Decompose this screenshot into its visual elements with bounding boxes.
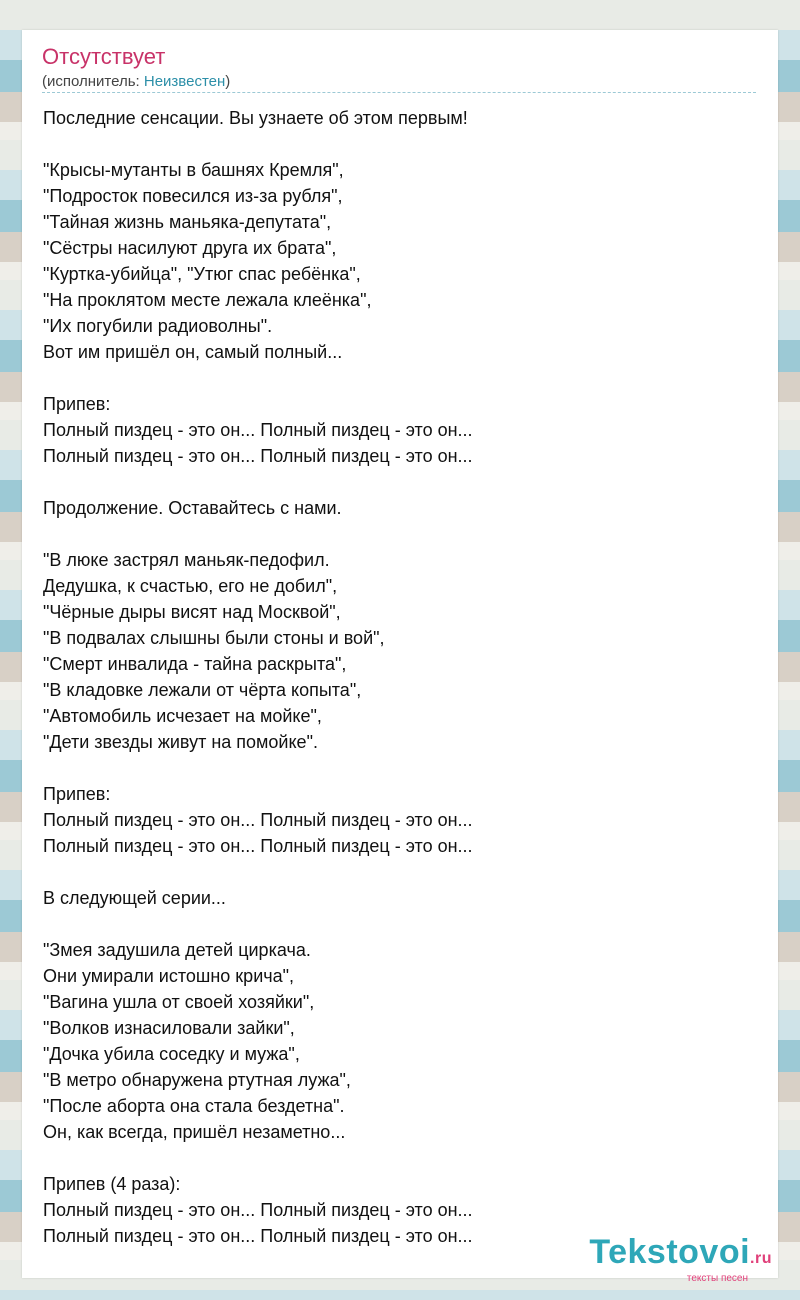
lyrics-blank-line: [43, 469, 763, 495]
performer-line: [42, 72, 230, 92]
lyrics-line: "В кладовке лежали от чёрта копыта",: [43, 680, 362, 700]
lyrics-line: Он, как всегда, пришёл незаметно...: [43, 1122, 346, 1142]
lyrics-line: "Дети звезды живут на помойке".: [43, 732, 318, 752]
lyrics-blank-line: [43, 859, 763, 885]
lyrics-line: "Волков изнасиловали зайки",: [43, 1018, 295, 1038]
dashed-divider: [42, 92, 756, 93]
lyrics-line: Припев:: [43, 784, 111, 804]
lyrics-line: Припев:: [43, 394, 111, 414]
logo-domain: .ru: [750, 1250, 772, 1267]
lyrics-line: В следующей серии...: [43, 888, 226, 908]
lyrics-blank-line: [43, 1145, 763, 1171]
performer-prefix: (исполнитель:: [42, 73, 144, 90]
lyrics-line: "Змея задушила детей циркача.: [43, 940, 311, 960]
lyrics-line: Припев (4 раза):: [43, 1174, 181, 1194]
lyrics-line: "Крысы-мутанты в башнях Кремля",: [43, 160, 344, 180]
lyrics-line: Вот им пришёл он, самый полный...: [43, 342, 343, 362]
lyrics-blank-line: [43, 755, 763, 781]
lyrics-line: "Подросток повесился из-за рубля",: [43, 186, 343, 206]
lyrics-line: "Чёрные дыры висят над Москвой",: [43, 602, 341, 622]
lyrics-blank-line: [43, 365, 763, 391]
lyrics-line: "Смерт инвалида - тайна раскрыта",: [43, 654, 347, 674]
lyrics-line: Полный пиздец - это он... Полный пиздец - это он...: [43, 836, 473, 856]
lyrics-line: "После аборта она стала бездетна".: [43, 1096, 345, 1116]
lyrics-line: "Их погубили радиоволны".: [43, 316, 273, 336]
lyrics-line: "Куртка-убийца", "Утюг спас ребёнка",: [43, 264, 361, 284]
lyrics-line: "Автомобиль исчезает на мойке",: [43, 706, 322, 726]
lyrics-line: "Сёстры насилуют друга их брата",: [43, 238, 337, 258]
lyrics-line: "Тайная жизнь маньяка-депутата",: [43, 212, 332, 232]
lyrics-line: Полный пиздец - это он... Полный пиздец - это он...: [43, 1226, 473, 1246]
lyrics-line: Последние сенсации. Вы узнаете об этом первым!: [43, 108, 468, 128]
lyrics-line: "На проклятом месте лежала клеёнка",: [43, 290, 372, 310]
song-title: Отсутствует: [42, 44, 166, 69]
lyrics-line: "В подвалах слышны были стоны и вой",: [43, 628, 385, 648]
logo-tagline: тексты песен: [686, 1273, 748, 1284]
lyrics-line: Они умирали истошно крича",: [43, 966, 295, 986]
lyrics-text: [43, 105, 763, 1249]
lyrics-line: Полный пиздец - это он... Полный пиздец - это он...: [43, 1200, 473, 1220]
lyrics-blank-line: [43, 521, 763, 547]
performer-link[interactable]: Неизвестен: [143, 73, 226, 90]
lyrics-blank-line: [43, 131, 763, 157]
lyrics-line: "Вагина ушла от своей хозяйки",: [43, 992, 315, 1012]
lyrics-line: "Дочка убила соседку и мужа",: [43, 1044, 300, 1064]
lyrics-card: [22, 30, 778, 1284]
lyrics-line: "В люке застрял маньяк-педофил.: [43, 550, 330, 570]
site-logo[interactable]: [589, 1234, 772, 1284]
lyrics-line: Полный пиздец - это он... Полный пиздец - это он...: [43, 810, 473, 830]
lyrics-line: Полный пиздец - это он... Полный пиздец - это он...: [43, 420, 473, 440]
logo-name: Tekstovoi: [589, 1233, 751, 1271]
lyrics-line: "В метро обнаружена ртутная лужа",: [43, 1070, 351, 1090]
lyrics-line: Дедушка, к счастью, его не добил",: [43, 576, 338, 596]
lyrics-blank-line: [43, 911, 763, 937]
performer-suffix: ): [225, 73, 231, 90]
lyrics-line: Продолжение. Оставайтесь с нами.: [43, 498, 342, 518]
lyrics-line: Полный пиздец - это он... Полный пиздец - это он...: [43, 446, 473, 466]
